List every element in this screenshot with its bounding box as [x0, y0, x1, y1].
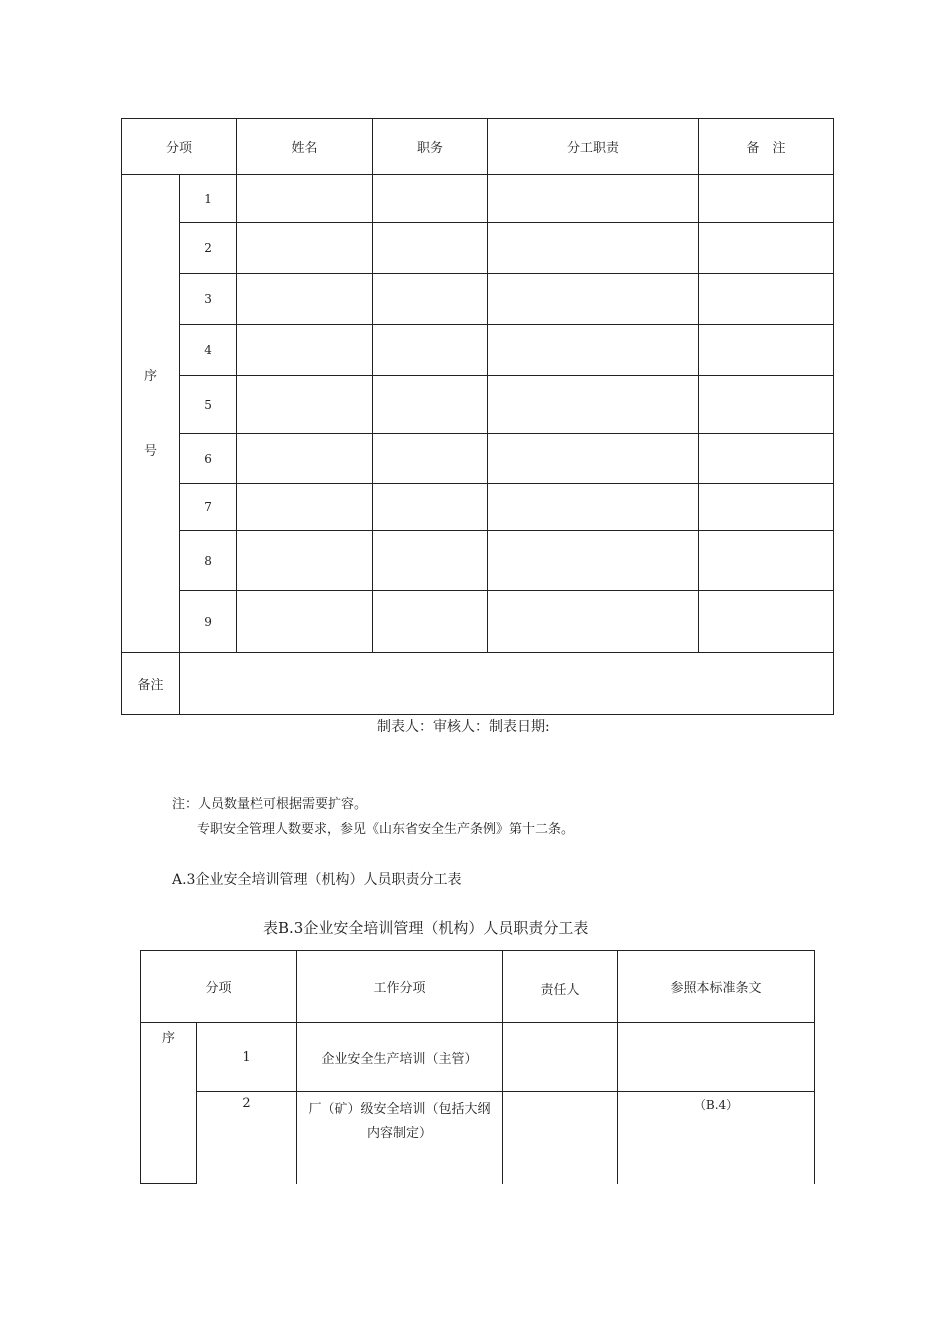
table2-caption: 表B.3企业安全培训管理（机构）人员职责分工表: [263, 919, 589, 937]
person-cell: [503, 1023, 618, 1092]
position-cell: [373, 591, 488, 653]
header-position: 职务: [373, 119, 488, 175]
serial-number: 9: [180, 591, 237, 653]
position-cell: [373, 325, 488, 376]
serial-number: 1: [197, 1023, 297, 1092]
header-duties: 分工职责: [488, 119, 699, 175]
header-ref: 参照本标准条文: [618, 951, 815, 1023]
header-item: 分项: [122, 119, 237, 175]
remarks-cell: [699, 325, 834, 376]
duties-cell: [488, 325, 699, 376]
serial-number: 2: [197, 1092, 297, 1184]
name-cell: [237, 274, 373, 325]
training-duty-table: [140, 950, 815, 1184]
serial-number: 4: [180, 325, 237, 376]
duties-cell: [488, 434, 699, 484]
remarks-cell: [699, 531, 834, 591]
footer-remarks-cell: [180, 653, 834, 715]
name-cell: [237, 434, 373, 484]
note-line-1: 注：人员数量栏可根据需要扩容。: [172, 797, 368, 812]
header-item: 分项: [141, 951, 297, 1023]
signature-line: 制表人：审核人：制表日期:: [377, 719, 550, 735]
name-cell: [237, 531, 373, 591]
position-cell: [373, 274, 488, 325]
header-work: 工作分项: [297, 951, 503, 1023]
remarks-cell: [699, 175, 834, 223]
position-cell: [373, 484, 488, 531]
header-name: 姓名: [237, 119, 373, 175]
remarks-cell: [699, 274, 834, 325]
position-cell: [373, 175, 488, 223]
section-heading: A.3企业安全培训管理（机构）人员职责分工表: [172, 872, 462, 888]
remarks-cell: [699, 434, 834, 484]
duties-cell: [488, 591, 699, 653]
ref-cell: [618, 1023, 815, 1092]
serial-number: 1: [180, 175, 237, 223]
row-group-label: [122, 175, 180, 653]
position-cell: [373, 434, 488, 484]
name-cell: [237, 484, 373, 531]
remarks-cell: [699, 376, 834, 434]
work-cell: 厂（矿）级安全培训（包括大纲内容制定）: [297, 1092, 503, 1184]
ref-cell: （B.4）: [618, 1092, 815, 1184]
work-cell: 企业安全生产培训（主管）: [297, 1023, 503, 1092]
header-remarks: 备 注: [699, 119, 834, 175]
duties-cell: [488, 223, 699, 274]
position-cell: [373, 531, 488, 591]
serial-number: 7: [180, 484, 237, 531]
name-cell: [237, 223, 373, 274]
name-cell: [237, 325, 373, 376]
position-cell: [373, 223, 488, 274]
remarks-cell: [699, 223, 834, 274]
name-cell: [237, 175, 373, 223]
duties-cell: [488, 531, 699, 591]
row-group-label: 序: [141, 1023, 197, 1184]
header-person: 责任人: [503, 951, 618, 1023]
remarks-cell: [699, 484, 834, 531]
row-group-char-2: 号: [143, 443, 157, 459]
name-cell: [237, 376, 373, 434]
serial-number: 6: [180, 434, 237, 484]
staff-duty-table: [121, 118, 834, 715]
remarks-cell: [699, 591, 834, 653]
name-cell: [237, 591, 373, 653]
serial-number: 8: [180, 531, 237, 591]
note-line-2: 专职安全管理人数要求，参见《山东省安全生产条例》第十二条。: [197, 822, 575, 837]
duties-cell: [488, 484, 699, 531]
duties-cell: [488, 274, 699, 325]
serial-number: 2: [180, 223, 237, 274]
row-group-char-1: 序: [143, 368, 157, 384]
duties-cell: [488, 175, 699, 223]
serial-number: 5: [180, 376, 237, 434]
duties-cell: [488, 376, 699, 434]
position-cell: [373, 376, 488, 434]
person-cell: [503, 1092, 618, 1184]
serial-number: 3: [180, 274, 237, 325]
footer-remarks-label: 备注: [122, 653, 180, 715]
